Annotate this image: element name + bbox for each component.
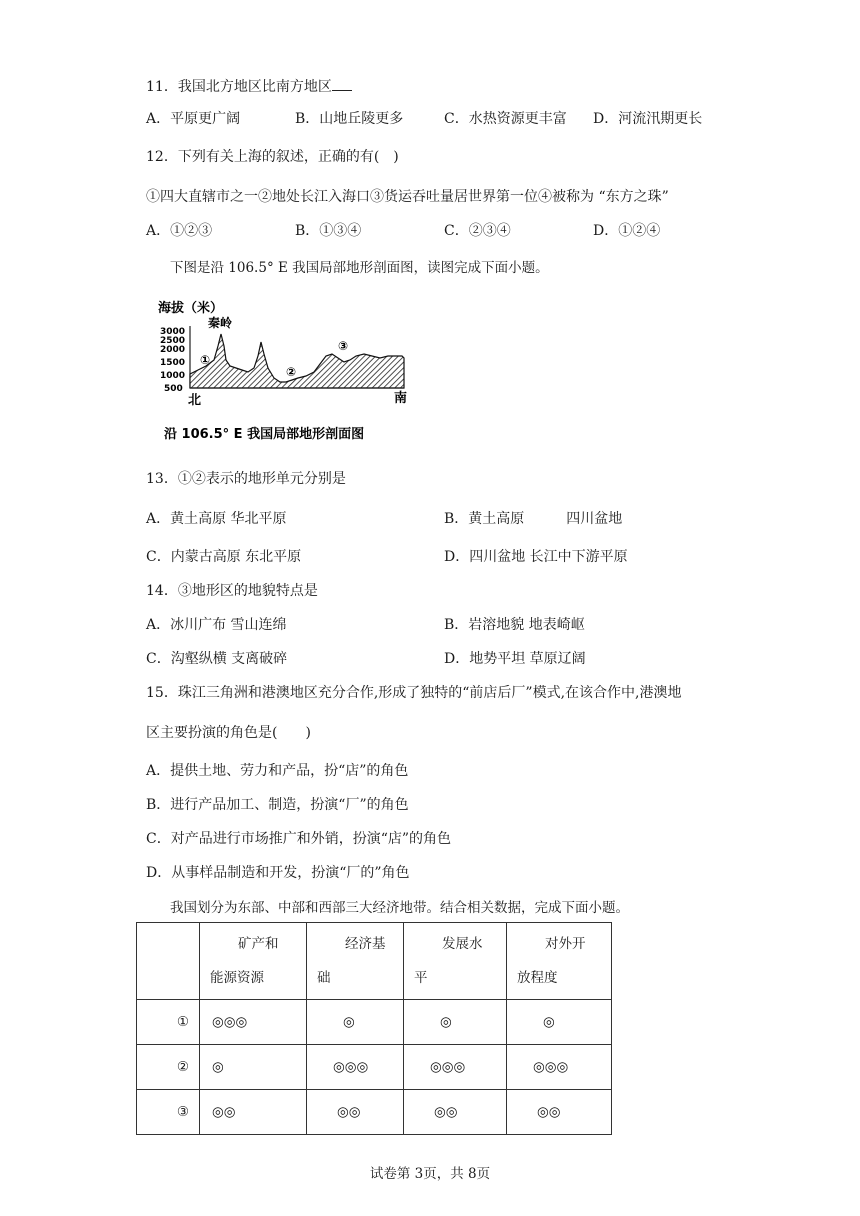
table-cell: ◎◎◎ [307, 1045, 404, 1090]
row-label: ① [137, 1000, 200, 1045]
table-cell: ◎ [307, 1000, 404, 1045]
table-cell: ◎◎ [507, 1090, 612, 1135]
table-cell: ◎ [507, 1000, 612, 1045]
page-footer: 试卷第 3页，共 8页 [369, 1166, 491, 1182]
header-cell-openness [507, 923, 612, 1000]
table-cell: ◎◎ [200, 1090, 307, 1135]
economic-zones-table [136, 922, 612, 1135]
q15-stem-line2: 区主要扮演的角色是( ) [146, 725, 311, 741]
table-cell: ◎◎◎ [404, 1045, 507, 1090]
table-cell: ◎◎ [307, 1090, 404, 1135]
q13-option-b: B．黄土高原 四川盆地 [444, 511, 623, 527]
y-tick-2000: 2000 [160, 345, 186, 355]
q15-option-a: A．提供土地、劳力和产品，扮“店”的角色 [146, 763, 409, 779]
q11-option-b: B．山地丘陵更多 [295, 111, 404, 127]
q15-option-c: C．对产品进行市场推广和外销，扮演“店”的角色 [146, 831, 452, 847]
q12-option-b: B．①③④ [295, 223, 362, 239]
header-resources-line1: 矿产和 [238, 936, 279, 952]
answer-blank [332, 78, 352, 91]
q13-stem: 13．①②表示的地形单元分别是 [146, 471, 346, 487]
q12-option-c: C．②③④ [444, 223, 511, 239]
terrain-profile-figure [158, 296, 418, 446]
header-development-line1: 发展水 [442, 936, 483, 952]
header-cell-economic-base [307, 923, 404, 1000]
terrain-profile-shape [190, 334, 404, 388]
y-axis-label: 海拔（米） [158, 301, 224, 316]
q11-option-c: C．水热资源更丰富 [444, 111, 567, 127]
header-cell-resources [200, 923, 307, 1000]
header-openness-line1: 对外开 [545, 936, 586, 952]
figure-caption: 沿 106.5° E 我国局部地形剖面图 [164, 427, 365, 442]
north-label: 北 [188, 393, 202, 408]
row-label: ② [137, 1045, 200, 1090]
q15-stem-line1: 15．珠江三角洲和港澳地区充分合作,形成了独特的“前店后厂”模式,在该合作中,港澳地 [146, 685, 682, 701]
y-tick-1500: 1500 [160, 358, 186, 368]
q13-option-d: D．四川盆地 长江中下游平原 [444, 549, 628, 565]
q11-option-d: D．河流汛期更长 [593, 111, 703, 127]
table-corner-cell [137, 923, 200, 1000]
q14-stem: 14．③地形区的地貌特点是 [146, 583, 318, 599]
marker-3: ③ [338, 339, 349, 353]
marker-1: ① [200, 353, 211, 367]
q14-option-c: C．沟壑纵横 支离破碎 [146, 651, 288, 667]
south-label: 南 [394, 391, 408, 406]
q12-option-a: A．①②③ [146, 223, 213, 239]
q15-option-d: D．从事样品制造和开发，扮演“厂的”角色 [146, 865, 410, 881]
header-economic-base-line2: 础 [317, 970, 331, 986]
q14-option-d: D．地势平坦 草原辽阔 [444, 651, 586, 667]
header-cell-development [404, 923, 507, 1000]
table-cell: ◎◎◎ [200, 1000, 307, 1045]
q12-option-d: D．①②④ [593, 223, 661, 239]
header-economic-base-line1: 经济基 [345, 936, 386, 952]
q12-stem: 12．下列有关上海的叙述，正确的有( ) [146, 149, 399, 165]
header-resources-line2: 能源资源 [210, 970, 264, 986]
q14-option-a: A．冰川广布 雪山连绵 [146, 617, 287, 633]
y-tick-500: 500 [164, 384, 183, 394]
table-row [137, 1000, 612, 1045]
q13-option-c: C．内蒙古高原 东北平原 [146, 549, 302, 565]
qinling-label: 秦岭 [208, 316, 233, 330]
table-row [137, 1045, 612, 1090]
row-label: ③ [137, 1090, 200, 1135]
table-cell: ◎ [404, 1000, 507, 1045]
y-tick-2500: 2500 [160, 336, 186, 346]
q11-option-a: A．平原更广阔 [146, 111, 241, 127]
header-development-line2: 平 [414, 970, 428, 986]
y-tick-3000: 3000 [160, 327, 186, 337]
profile-intro: 下图是沿 106.5° E 我国局部地形剖面图，读图完成下面小题。 [170, 260, 549, 276]
table-cell: ◎ [200, 1045, 307, 1090]
q11-stem: 11．我国北方地区比南方地区 [146, 76, 352, 96]
table-header-row [137, 923, 612, 1000]
q13-option-a: A．黄土高原 华北平原 [146, 511, 287, 527]
q14-option-b: B．岩溶地貌 地表崎岖 [444, 617, 585, 633]
table-row [137, 1090, 612, 1135]
q15-option-b: B．进行产品加工、制造，扮演“厂”的角色 [146, 797, 409, 813]
table-cell: ◎◎ [404, 1090, 507, 1135]
table-cell: ◎◎◎ [507, 1045, 612, 1090]
y-tick-1000: 1000 [160, 371, 186, 381]
header-openness-line2: 放程度 [517, 970, 558, 986]
marker-2: ② [286, 365, 297, 379]
q12-statements: ①四大直辖市之一②地处长江入海口③货运吞吐量居世界第一位④被称为 “东方之珠” [146, 189, 669, 205]
table-intro: 我国划分为东部、中部和西部三大经济地带。结合相关数据，完成下面小题。 [170, 900, 629, 916]
